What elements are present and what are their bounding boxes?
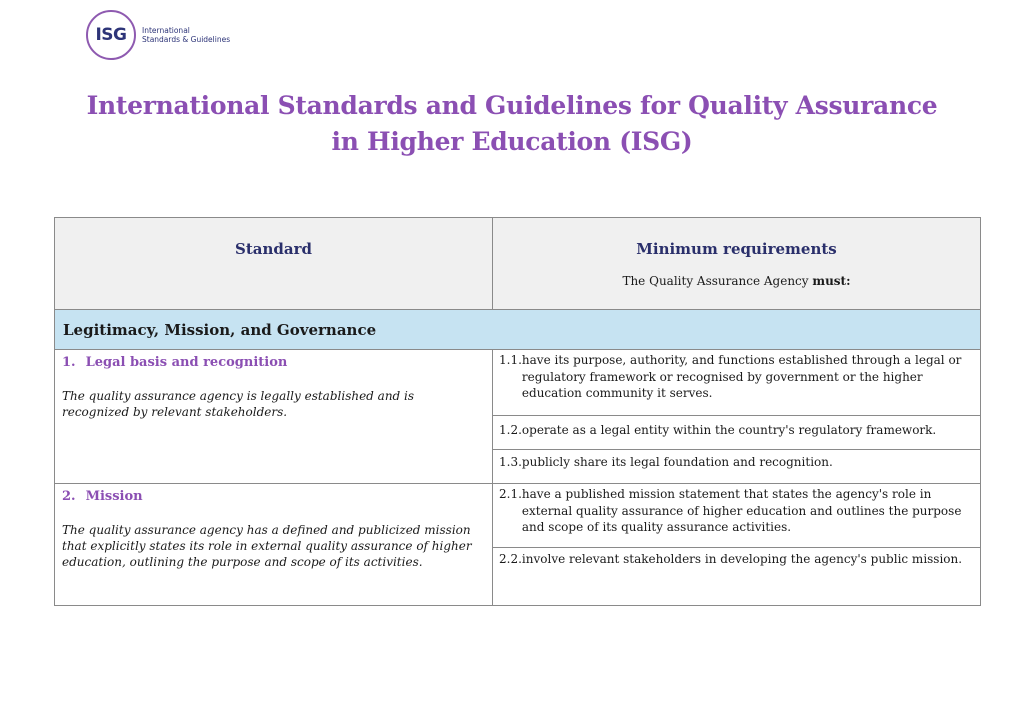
table-header-row bbox=[55, 218, 981, 310]
table-row bbox=[55, 484, 981, 548]
logo-line-1: International bbox=[142, 26, 190, 35]
requirement-cell bbox=[493, 416, 981, 450]
title-line-1: International Standards and Guidelines for Quality Assurance bbox=[86, 91, 938, 120]
standard-cell-1 bbox=[55, 350, 493, 484]
requirement-cell bbox=[493, 450, 981, 484]
requirement-cell bbox=[493, 484, 981, 548]
title-line-2: in Higher Education (ISG) bbox=[331, 127, 693, 156]
requirement-item bbox=[499, 422, 972, 439]
requirement-item bbox=[499, 352, 972, 402]
standards-table bbox=[54, 217, 981, 606]
section-row bbox=[55, 310, 981, 350]
isg-logo-text bbox=[142, 26, 230, 44]
header-minimum-requirements: Minimum requirements bbox=[636, 240, 837, 258]
requirement-text: have a published mission statement that states the agency's role in external quality assurance of higher education and outlines the purpose and scope of its quality assurance activities. bbox=[521, 487, 962, 534]
standard-number-1: 1. bbox=[62, 355, 76, 370]
requirement-number: 1.1. bbox=[499, 353, 522, 367]
standard-title-2 bbox=[62, 489, 484, 504]
standard-cell-2 bbox=[55, 484, 493, 606]
requirement-cell bbox=[493, 548, 981, 606]
header-subtitle-text: The Quality Assurance Agency bbox=[622, 274, 813, 288]
isg-logo-mark: ISG bbox=[86, 10, 136, 60]
document-title bbox=[0, 88, 1024, 160]
requirement-cell bbox=[493, 350, 981, 416]
standard-title-1 bbox=[62, 355, 484, 370]
header-min-cell bbox=[493, 218, 981, 310]
requirement-item bbox=[499, 454, 972, 471]
standard-name-1: Legal basis and recognition bbox=[85, 355, 288, 370]
section-title: Legitimacy, Mission, and Governance bbox=[55, 310, 981, 350]
requirement-number: 1.2. bbox=[499, 423, 522, 437]
requirement-text: operate as a legal entity within the country's regulatory framework. bbox=[521, 423, 937, 437]
header-standard: Standard bbox=[235, 240, 312, 258]
requirement-text: have its purpose, authority, and functions established through a legal or regulatory framework or recognised by government or the higher education community it serves. bbox=[521, 353, 962, 400]
standard-description-2: The quality assurance agency has a defined and publicized mission that explicitly states its role in external quality assurance of higher education, outlining the purpose and scope of its activities. bbox=[62, 523, 472, 569]
table-row bbox=[55, 350, 981, 416]
requirement-text: publicly share its legal foundation and recognition. bbox=[521, 455, 833, 469]
requirement-number: 2.2. bbox=[499, 552, 522, 566]
requirement-number: 1.3. bbox=[499, 455, 522, 469]
requirement-item bbox=[499, 551, 972, 568]
header-subtitle bbox=[493, 274, 980, 288]
requirement-number: 2.1. bbox=[499, 487, 522, 501]
isg-logo bbox=[86, 10, 230, 60]
requirement-item bbox=[499, 486, 972, 536]
standard-name-2: Mission bbox=[85, 489, 143, 504]
header-subtitle-bold: must: bbox=[812, 274, 851, 288]
header-standard-cell bbox=[55, 218, 493, 310]
standard-description-1: The quality assurance agency is legally established and is recognized by relevant stakeholders. bbox=[62, 389, 415, 419]
requirement-text: involve relevant stakeholders in developing the agency's public mission. bbox=[521, 552, 963, 566]
logo-line-2: Standards & Guidelines bbox=[142, 35, 231, 44]
standard-number-2: 2. bbox=[62, 489, 76, 504]
